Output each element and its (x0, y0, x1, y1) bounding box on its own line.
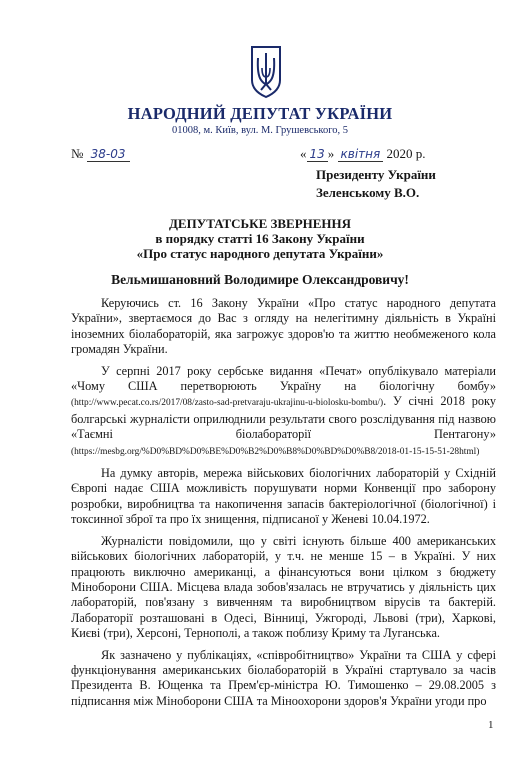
paragraph-5: Як зазначено у публікаціях, «співробітництво» України та США у сфері функціонування американських біолабораторій в Україні стартувало за часів Президента В. Ющенка та Прем'єр-міністра Ю. Тимошенко – 29.08.2005 з підписання між Міноборони США та Міноохорони здоров'я України угоди про (71, 647, 496, 708)
registration-number (71, 146, 130, 162)
date-close-quote: » (327, 146, 335, 161)
paragraph-2-text-b: . У січні 2018 року болгарські журналісти оприлюднили результати свого розслідування під назвою «Таємні біолабораторії Пентагону» (71, 394, 496, 442)
salutation: Вельмишановний Володимире Олександровичу! (111, 272, 409, 287)
addressee-line-2: Зеленському В.О. (316, 185, 420, 200)
paragraph-2 (71, 364, 496, 460)
link-pecat-url: (http://www.pecat.co.rs/2017/08/zasto-sad-pretvaraju-ukrajinu-u-biolosku-bombu/) (71, 398, 384, 409)
addressee-block (316, 166, 436, 202)
registration-prefix: № (71, 146, 84, 161)
date-year: 2020 р. (386, 146, 426, 161)
link-mesbg-url: (https://mesbg.org/%D0%BD%D0%BE%D0%B2%D0%B8%D0%BD%D0%B8/2018-01-15-15-51-28html) (71, 446, 480, 457)
letterhead-address: 01008, м. Київ, вул. М. Грушевського, 5 (171, 125, 349, 136)
paragraph-1: Керуючись ст. 16 Закону України «Про статус народного депутата України», звертаємося до Вас з огляду на нелегітимну діяльність в Україні іноземних біолабораторій, яка загрожує здоров'ю та життю необмеженого кола громадян України. (71, 296, 496, 357)
appeal-heading (0, 216, 520, 261)
document-date (300, 146, 426, 162)
appeal-heading-line-3: «Про статус народного депутата України» (136, 246, 384, 261)
date-open-quote: « (300, 146, 307, 161)
trident-icon (249, 44, 283, 100)
registration-number-value: 38-03 (87, 147, 130, 162)
paragraph-2-text-a: У серпні 2017 року сербське видання «Печат» опублікувало матеріали «Чому США перетворюють Україну на біологічну бомбу» (71, 363, 496, 394)
appeal-heading-line-1: ДЕПУТАТСЬКЕ ЗВЕРНЕННЯ (168, 216, 352, 231)
paragraph-3: На думку авторів, мережа військових біологічних лабораторій у Східній Європі надає США можливість порушувати норми Конвенції про заборону розробки, виробництва та накопичення запасів бактеріологічної (біологічної) і токсинної зброї та про їх знищення, підписаної у Женеві 10.04.1972. (71, 466, 496, 527)
date-day: 13 (307, 147, 328, 162)
appeal-heading-line-2: в порядку статті 16 Закону України (155, 231, 365, 246)
date-month: квітня (338, 147, 384, 162)
page-number: 1 (488, 719, 494, 731)
paragraph-4: Журналісти повідомили, що у світі існують більше 400 американських військових біологічних лабораторій, у т.ч. не менше 15 – в Україні. У них працюють виключно американці, а фінансуються вони цілком з бюджету Міноборони США. Місцева влада зобов'язалась не втручатись у діяльність цих лабораторій, пов'язану з вивченням та виробництвом вірусів та бактерій. Лабораторії розташовані в Одесі, Вінниці, Ужгороді, Львові (три), Харкові, Києві (три), Херсоні, Тернополі, а також поблизу Криму та Луганська. (71, 533, 496, 641)
letter-body (71, 296, 496, 715)
addressee-line-1: Президенту України (316, 167, 436, 182)
letterhead-title: НАРОДНИЙ ДЕПУТАТ УКРАЇНИ (127, 104, 393, 123)
